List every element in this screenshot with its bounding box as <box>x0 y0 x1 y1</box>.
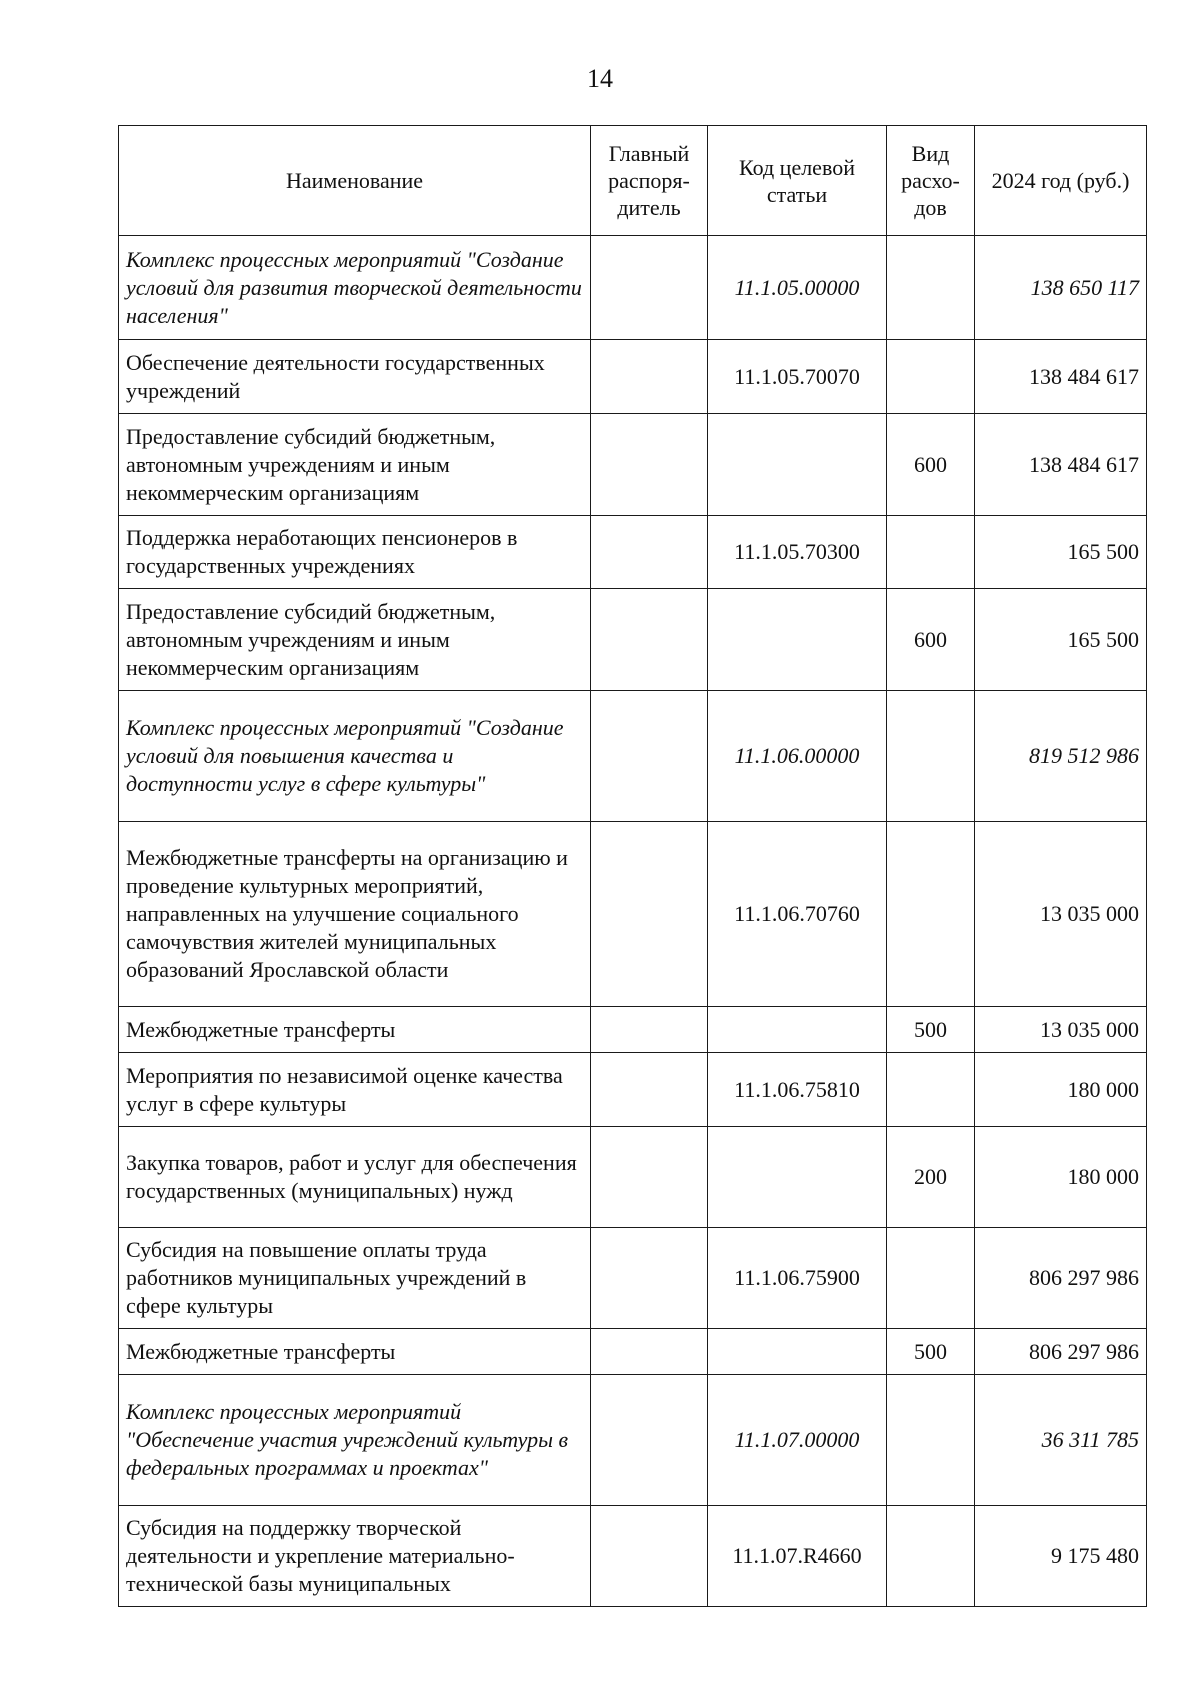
row-type: 600 <box>887 589 975 691</box>
table-row <box>119 1127 1147 1228</box>
table-row <box>119 236 1147 340</box>
header-type: Вид расхо-дов <box>887 126 975 236</box>
table-header <box>119 126 1147 236</box>
table-row <box>119 822 1147 1007</box>
row-amount: 9 175 480 <box>975 1506 1147 1607</box>
row-type: 600 <box>887 414 975 516</box>
row-code: 11.1.05.70300 <box>708 516 887 589</box>
row-code: 11.1.06.75810 <box>708 1053 887 1127</box>
table-row <box>119 1228 1147 1329</box>
header-code: Код целевой статьи <box>708 126 887 236</box>
header-name: Наименование <box>119 126 591 236</box>
row-name: Закупка товаров, работ и услуг для обеспечения государственных (муниципальных) нужд <box>119 1127 591 1228</box>
row-manager <box>591 516 708 589</box>
row-name: Комплекс процессных мероприятий "Создание условий для развития творческой деятельности населения" <box>119 236 591 340</box>
row-amount: 13 035 000 <box>975 822 1147 1007</box>
table-row <box>119 340 1147 414</box>
row-amount: 138 484 617 <box>975 340 1147 414</box>
row-amount: 180 000 <box>975 1053 1147 1127</box>
row-code <box>708 414 887 516</box>
row-name: Поддержка неработающих пенсионеров в государственных учреждениях <box>119 516 591 589</box>
header-amount: 2024 год (руб.) <box>975 126 1147 236</box>
row-manager <box>591 691 708 822</box>
row-code: 11.1.07.00000 <box>708 1375 887 1506</box>
table-row <box>119 691 1147 822</box>
row-manager <box>591 1228 708 1329</box>
table-row <box>119 1375 1147 1506</box>
row-type: 500 <box>887 1329 975 1375</box>
row-amount: 165 500 <box>975 516 1147 589</box>
row-code: 11.1.07.R4660 <box>708 1506 887 1607</box>
table-row <box>119 1007 1147 1053</box>
row-manager <box>591 1053 708 1127</box>
row-code: 11.1.06.00000 <box>708 691 887 822</box>
row-name: Обеспечение деятельности государственных учреждений <box>119 340 591 414</box>
row-manager <box>591 414 708 516</box>
row-name: Субсидия на поддержку творческой деятельности и укрепление материально-технической базы муниципальных <box>119 1506 591 1607</box>
table-body <box>119 236 1147 1607</box>
row-code <box>708 1007 887 1053</box>
row-amount: 806 297 986 <box>975 1329 1147 1375</box>
row-type: 200 <box>887 1127 975 1228</box>
page-number: 14 <box>587 64 613 93</box>
row-manager <box>591 1506 708 1607</box>
row-manager <box>591 1127 708 1228</box>
row-type <box>887 1228 975 1329</box>
row-name: Предоставление субсидий бюджетным, автономным учреждениям и иным некоммерческим организациям <box>119 414 591 516</box>
row-name: Межбюджетные трансферты на организацию и проведение культурных мероприятий, направленных на улучшение социального самочувствия жителей муниципальных образований Ярославской области <box>119 822 591 1007</box>
header-row <box>119 126 1147 236</box>
row-amount: 806 297 986 <box>975 1228 1147 1329</box>
row-code <box>708 1329 887 1375</box>
row-amount: 819 512 986 <box>975 691 1147 822</box>
row-name: Предоставление субсидий бюджетным, автономным учреждениям и иным некоммерческим организациям <box>119 589 591 691</box>
row-type <box>887 1506 975 1607</box>
table-row <box>119 1506 1147 1607</box>
row-manager <box>591 589 708 691</box>
table-row <box>119 1053 1147 1127</box>
header-manager: Главный распоря-дитель <box>591 126 708 236</box>
row-name: Межбюджетные трансферты <box>119 1007 591 1053</box>
row-manager <box>591 822 708 1007</box>
row-manager <box>591 340 708 414</box>
row-type <box>887 516 975 589</box>
row-type <box>887 340 975 414</box>
row-type <box>887 691 975 822</box>
row-manager <box>591 1329 708 1375</box>
row-code <box>708 589 887 691</box>
row-name: Субсидия на повышение оплаты труда работников муниципальных учреждений в сфере культуры <box>119 1228 591 1329</box>
row-amount: 36 311 785 <box>975 1375 1147 1506</box>
table-row <box>119 516 1147 589</box>
row-code: 11.1.06.75900 <box>708 1228 887 1329</box>
row-type <box>887 1375 975 1506</box>
row-code: 11.1.06.70760 <box>708 822 887 1007</box>
row-type <box>887 236 975 340</box>
row-name: Межбюджетные трансферты <box>119 1329 591 1375</box>
row-type: 500 <box>887 1007 975 1053</box>
row-name: Мероприятия по независимой оценке качества услуг в сфере культуры <box>119 1053 591 1127</box>
row-name: Комплекс процессных мероприятий "Создание условий для повышения качества и доступности услуг в сфере культуры" <box>119 691 591 822</box>
table-row <box>119 1329 1147 1375</box>
row-amount: 138 484 617 <box>975 414 1147 516</box>
row-type <box>887 822 975 1007</box>
row-manager <box>591 236 708 340</box>
row-code: 11.1.05.00000 <box>708 236 887 340</box>
row-code <box>708 1127 887 1228</box>
row-code: 11.1.05.70070 <box>708 340 887 414</box>
row-type <box>887 1053 975 1127</box>
table-row <box>119 589 1147 691</box>
budget-table <box>118 125 1147 1607</box>
row-manager <box>591 1375 708 1506</box>
row-amount: 165 500 <box>975 589 1147 691</box>
row-amount: 138 650 117 <box>975 236 1147 340</box>
table-row <box>119 414 1147 516</box>
row-manager <box>591 1007 708 1053</box>
row-amount: 13 035 000 <box>975 1007 1147 1053</box>
row-name: Комплекс процессных мероприятий "Обеспечение участия учреждений культуры в федеральных программах и проектах" <box>119 1375 591 1506</box>
row-amount: 180 000 <box>975 1127 1147 1228</box>
